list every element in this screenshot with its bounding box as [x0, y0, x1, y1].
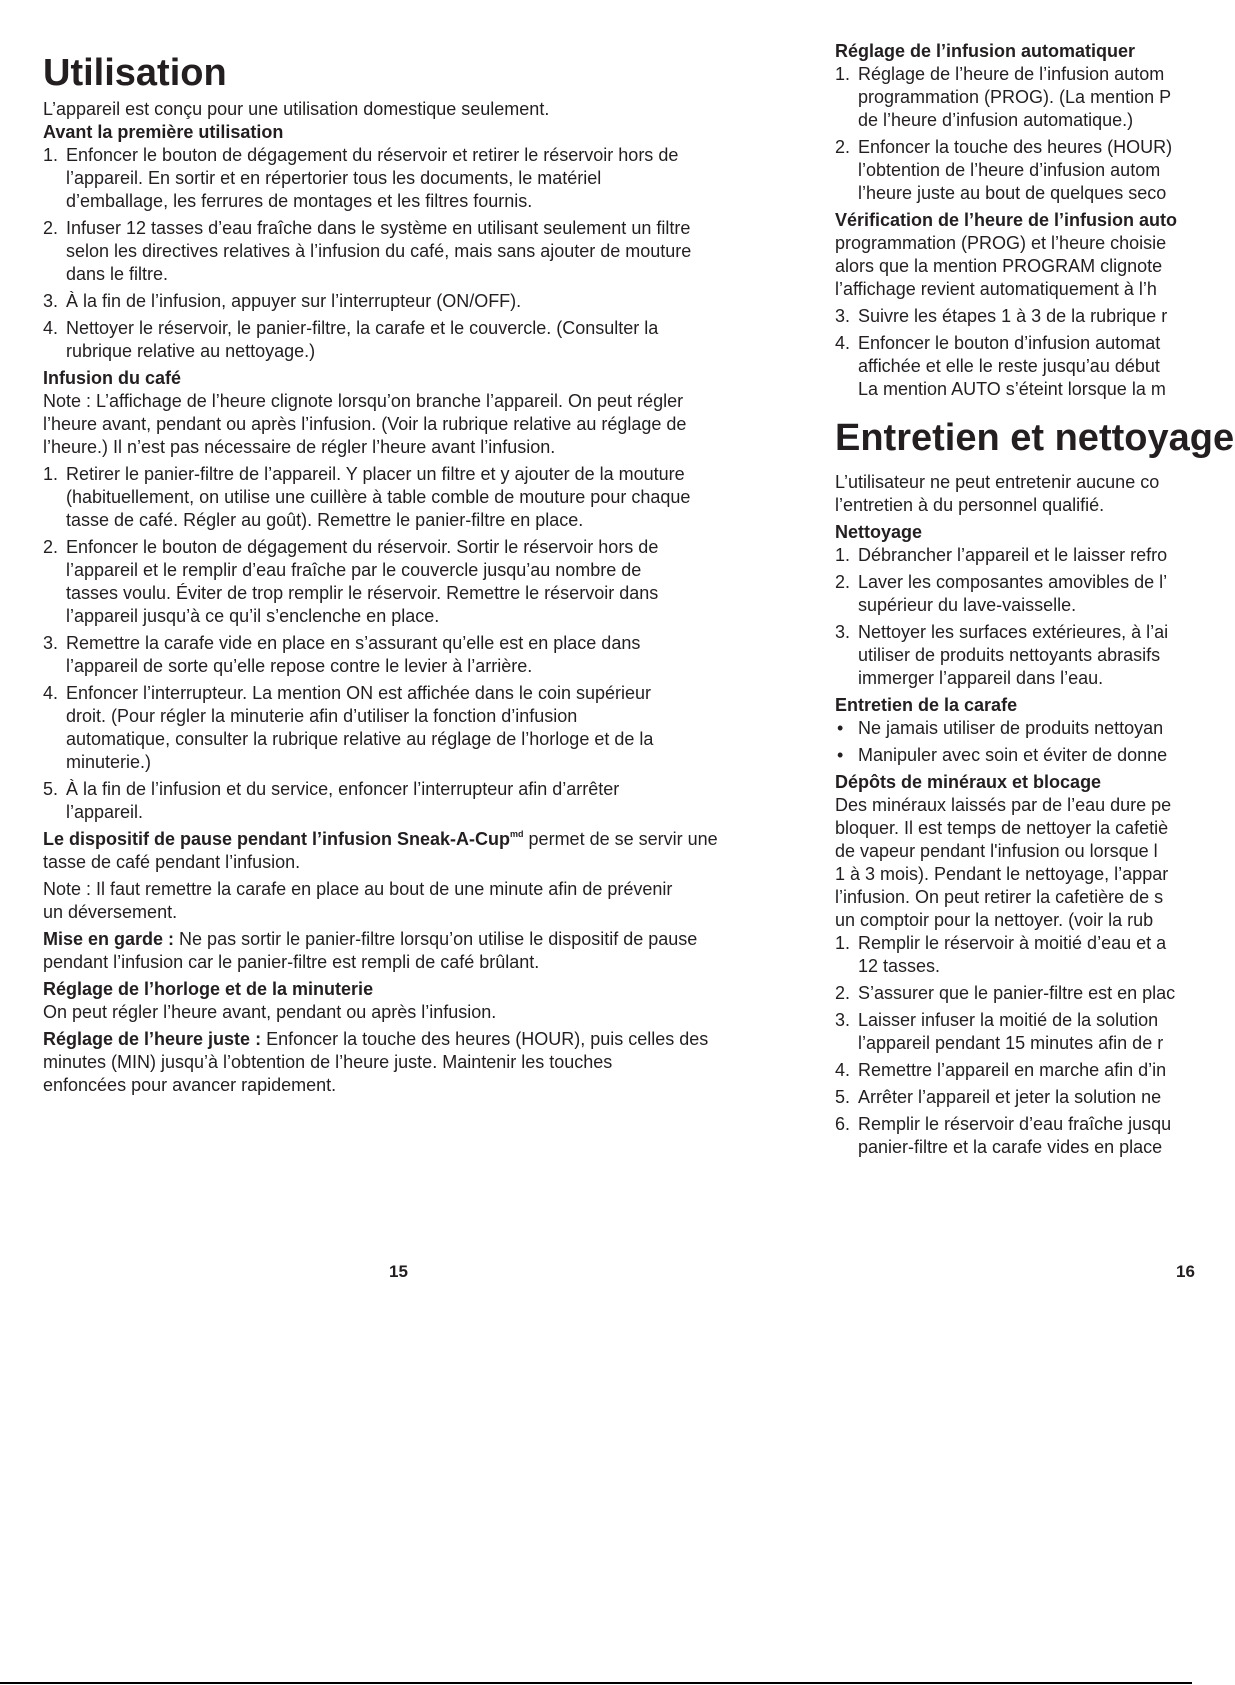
- bold-lead-text: Vérification de l’heure de l’infusion auto: [835, 210, 1178, 230]
- text-line: Laisser infuser la moitié de la solution: [858, 1010, 1159, 1030]
- text-line: programmation (PROG) et l’heure choisie: [835, 233, 1167, 253]
- list-number: 3.: [835, 306, 851, 326]
- numbered-list-item: [835, 305, 1235, 328]
- numbered-list-item: [835, 1086, 1235, 1109]
- paragraph: [43, 390, 783, 459]
- text-line: Dépôts de minéraux et blocage: [835, 772, 1102, 792]
- text-line: Réglage de l’horloge et de la minuterie: [43, 979, 374, 999]
- numbered-list-item: [43, 144, 783, 213]
- text-line: [43, 828, 783, 851]
- text-line: 1 à 3 mois). Pendant le nettoyage, l’appar: [835, 864, 1169, 884]
- list-number: 5.: [835, 1087, 851, 1107]
- right-page-column: [835, 40, 1235, 1159]
- paragraph: [43, 98, 783, 121]
- text-line: Infusion du café: [43, 368, 182, 388]
- text-line: de l’heure d’infusion automatique.): [858, 110, 1134, 130]
- text-line: Débrancher l’appareil et le laisser refro: [858, 545, 1168, 565]
- text-line: l’obtention de l’heure d’infusion autom: [858, 160, 1161, 180]
- numbered-list-item: [43, 682, 783, 774]
- paragraph: [43, 828, 783, 874]
- list-number: 4.: [835, 333, 851, 353]
- text-line: Enfoncer le bouton de dégagement du réservoir et retirer le réservoir hors de: [66, 145, 679, 165]
- text-line: bloquer. Il est temps de nettoyer la cafetiè: [835, 818, 1169, 838]
- list-number: 5.: [43, 779, 59, 799]
- text-line: Réglage de l’infusion automatiquer: [835, 41, 1136, 61]
- section-heading: [835, 694, 1235, 717]
- text-line: enfoncées pour avancer rapidement.: [43, 1075, 337, 1095]
- text-line: l’entretien à du personnel qualifié.: [835, 495, 1105, 515]
- left-page-column: [43, 50, 783, 1097]
- text-line: l’heure avant, pendant ou après l’infusion. (Voir la rubrique relative au réglage de: [43, 414, 687, 434]
- list-number: 2.: [835, 137, 851, 157]
- text-line: minutes (MIN) jusqu’à l’obtention de l’heure juste. Maintenir les touches: [43, 1052, 613, 1072]
- list-number: 6.: [835, 1114, 851, 1134]
- text-line: La mention AUTO s’éteint lorsque la m: [858, 379, 1166, 399]
- bullet-marker: •: [837, 718, 844, 738]
- section-heading: [835, 40, 1235, 63]
- text-line: Note : L’affichage de l’heure clignote lorsqu’on branche l’appareil. On peut régler: [43, 391, 684, 411]
- text-line: Enfoncer le bouton de dégagement du réservoir. Sortir le réservoir hors de: [66, 537, 659, 557]
- text-line: un déversement.: [43, 902, 178, 922]
- text-line: L’appareil est conçu pour une utilisation domestique seulement.: [43, 99, 550, 119]
- paragraph: [43, 928, 783, 974]
- text-line: rubrique relative au nettoyage.): [66, 341, 316, 361]
- text-line: l’appareil. En sortir et en répertorier tous les documents, le matériel: [66, 168, 602, 188]
- text-line: Utilisation: [43, 52, 227, 94]
- text-line: Laver les composantes amovibles de l’: [858, 572, 1168, 592]
- text-line: l’infusion. On peut retirer la cafetière de s: [835, 887, 1164, 907]
- numbered-list-item: [835, 332, 1235, 401]
- text-line: l’affichage revient automatiquement à l’h: [835, 279, 1157, 299]
- bullet-list-item: [835, 717, 1235, 740]
- text-line: selon les directives relatives à l’infusion du café, mais sans ajouter de mouture: [66, 241, 692, 261]
- text-line: l’heure.) Il n’est pas nécessaire de régler l’heure avant l’infusion.: [43, 437, 556, 457]
- text-line: d’emballage, les ferrures de montages et les filtres fournis.: [66, 191, 533, 211]
- text-line: l’appareil pendant 15 minutes afin de r: [858, 1033, 1164, 1053]
- page-number-left: 15: [389, 1262, 408, 1281]
- text-line: S’assurer que le panier-filtre est en plac: [858, 983, 1176, 1003]
- text-line: pendant l’infusion car le panier-filtre est rempli de café brûlant.: [43, 952, 540, 972]
- text-line: [835, 209, 1235, 232]
- list-number: 2.: [835, 983, 851, 1003]
- list-number: 3.: [835, 1010, 851, 1030]
- text-line: Enfoncer le bouton d’infusion automat: [858, 333, 1161, 353]
- list-number: 4.: [43, 683, 59, 703]
- text-line: Nettoyer les surfaces extérieures, à l’ai: [858, 622, 1169, 642]
- text-line: de vapeur pendant l'infusion ou lorsque l: [835, 841, 1158, 861]
- text-line: Manipuler avec soin et éviter de donne: [858, 745, 1168, 765]
- bullet-marker: •: [837, 745, 844, 765]
- text-line: Suivre les étapes 1 à 3 de la rubrique r: [858, 306, 1168, 326]
- text-line: dans le filtre.: [66, 264, 169, 284]
- numbered-list-item: [835, 1113, 1235, 1159]
- text-line: Infuser 12 tasses d’eau fraîche dans le système en utilisant seulement un filtre: [66, 218, 691, 238]
- numbered-list-item: [43, 536, 783, 628]
- bold-lead-text: Mise en garde :: [43, 929, 175, 949]
- numbered-list-item: [835, 932, 1235, 978]
- numbered-list-item: [43, 778, 783, 824]
- list-number: 4.: [43, 318, 59, 338]
- text-line: Enfoncer la touche des heures (HOUR): [858, 137, 1173, 157]
- paragraph: [835, 209, 1235, 301]
- list-number: 2.: [43, 537, 59, 557]
- paragraph: [835, 794, 1235, 932]
- section-heading: [835, 521, 1235, 544]
- numbered-list-item: [835, 982, 1235, 1005]
- list-number: 3.: [43, 633, 59, 653]
- paragraph: [43, 1028, 783, 1097]
- page-bottom-rule: [0, 1682, 1192, 1684]
- text-line: 12 tasses.: [858, 956, 941, 976]
- text-line: [43, 1028, 783, 1051]
- numbered-list-item: [835, 63, 1235, 132]
- text-line: supérieur du lave-vaisselle.: [858, 595, 1077, 615]
- text-line: l’appareil de sorte qu’elle repose contre le levier à l’arrière.: [66, 656, 533, 676]
- list-number: 3.: [835, 622, 851, 642]
- text-line: l’appareil jusqu’à ce qu’il s’enclenche en place.: [66, 606, 440, 626]
- text-line: Arrêter l’appareil et jeter la solution ne: [858, 1087, 1162, 1107]
- bullet-list-item: [835, 744, 1235, 767]
- text-line: minuterie.): [66, 752, 152, 772]
- trademark-superscript: md: [510, 829, 524, 839]
- text-line: Des minéraux laissés par de l’eau dure pe: [835, 795, 1172, 815]
- text-line: l’heure juste au bout de quelques seco: [858, 183, 1167, 203]
- text-line: Remplir le réservoir d’eau fraîche jusqu: [858, 1114, 1172, 1134]
- text-run: permet de se servir une: [523, 829, 718, 849]
- text-line: panier-filtre et la carafe vides en place: [858, 1137, 1163, 1157]
- text-line: Ne jamais utiliser de produits nettoyan: [858, 718, 1164, 738]
- section-title: [43, 50, 783, 96]
- text-line: tasse de café. Régler au goût). Remettre le panier-filtre en place.: [66, 510, 584, 530]
- list-number: 1.: [43, 145, 59, 165]
- text-line: Enfoncer l’interrupteur. La mention ON est affichée dans le coin supérieur: [66, 683, 651, 703]
- text-run: Enfoncer la touche des heures (HOUR), puis celles des: [261, 1029, 709, 1049]
- text-line: droit. (Pour régler la minuterie afin d’utiliser la fonction d’infusion: [66, 706, 578, 726]
- numbered-list-item: [43, 632, 783, 678]
- text-line: tasses voulu. Éviter de trop remplir le réservoir. Remettre le réservoir dans: [66, 583, 659, 603]
- text-line: Entretien de la carafe: [835, 695, 1018, 715]
- numbered-list-item: [835, 1059, 1235, 1082]
- section-title: [835, 415, 1235, 461]
- text-line: programmation (PROG). (La mention P: [858, 87, 1172, 107]
- section-heading: [43, 121, 783, 144]
- text-line: affichée et elle le reste jusqu’au début: [858, 356, 1160, 376]
- numbered-list-item: [835, 571, 1235, 617]
- text-line: l’appareil.: [66, 802, 144, 822]
- list-number: 1.: [43, 464, 59, 484]
- text-line: Note : Il faut remettre la carafe en place au bout de une minute afin de prévenir: [43, 879, 673, 899]
- list-number: 1.: [835, 64, 851, 84]
- numbered-list-item: [835, 1009, 1235, 1055]
- list-number: 2.: [835, 572, 851, 592]
- list-number: 4.: [835, 1060, 851, 1080]
- text-line: À la fin de l’infusion et du service, enfoncer l’interrupteur afin d’arrêter: [66, 779, 620, 799]
- bold-lead-text: Réglage de l’heure juste :: [43, 1029, 262, 1049]
- paragraph: [835, 471, 1235, 517]
- text-line: Remettre la carafe vide en place en s’assurant qu’elle est en place dans: [66, 633, 641, 653]
- text-run: Ne pas sortir le panier-filtre lorsqu’on utilise le dispositif de pause: [174, 929, 698, 949]
- text-line: On peut régler l’heure avant, pendant ou après l’infusion.: [43, 1002, 497, 1022]
- text-line: automatique, consulter la rubrique relative au réglage de l’horloge et de la: [66, 729, 654, 749]
- section-heading: [43, 978, 783, 1001]
- text-line: Entretien et nettoyage: [835, 417, 1235, 459]
- paragraph: [43, 1001, 783, 1024]
- numbered-list-item: [43, 290, 783, 313]
- text-line: L’utilisateur ne peut entretenir aucune co: [835, 472, 1160, 492]
- numbered-list-item: [835, 621, 1235, 690]
- list-number: 1.: [835, 545, 851, 565]
- list-number: 3.: [43, 291, 59, 311]
- page-number-right: 16: [1176, 1262, 1195, 1281]
- text-line: Nettoyage: [835, 522, 923, 542]
- text-line: Retirer le panier-filtre de l’appareil. Y placer un filtre et y ajouter de la mouture: [66, 464, 685, 484]
- numbered-list-item: [43, 217, 783, 286]
- text-line: immerger l’appareil dans l’eau.: [858, 668, 1104, 688]
- text-line: Réglage de l’heure de l’infusion autom: [858, 64, 1165, 84]
- text-line: Remplir le réservoir à moitié d’eau et a: [858, 933, 1167, 953]
- list-number: 2.: [43, 218, 59, 238]
- text-line: l’appareil et le remplir d’eau fraîche par le couvercle jusqu’au nombre de: [66, 560, 642, 580]
- text-line: alors que la mention PROGRAM clignote: [835, 256, 1163, 276]
- numbered-list-item: [43, 317, 783, 363]
- paragraph: [43, 878, 783, 924]
- list-number: 1.: [835, 933, 851, 953]
- numbered-list-item: [835, 544, 1235, 567]
- text-line: Nettoyer le réservoir, le panier-filtre, la carafe et le couvercle. (Consulter la: [66, 318, 659, 338]
- numbered-list-item: [43, 463, 783, 532]
- text-line: [43, 928, 783, 951]
- numbered-list-item: [835, 136, 1235, 205]
- section-heading: [835, 771, 1235, 794]
- section-heading: [43, 367, 783, 390]
- text-line: Remettre l’appareil en marche afin d’in: [858, 1060, 1167, 1080]
- text-line: un comptoir pour la nettoyer. (voir la rub: [835, 910, 1154, 930]
- text-line: Avant la première utilisation: [43, 122, 284, 142]
- text-line: (habituellement, on utilise une cuillère à table comble de mouture pour chaque: [66, 487, 691, 507]
- text-line: À la fin de l’infusion, appuyer sur l’interrupteur (ON/OFF).: [66, 291, 522, 311]
- text-line: utiliser de produits nettoyants abrasifs: [858, 645, 1161, 665]
- bold-lead-text: Le dispositif de pause pendant l’infusion Sneak-A-Cup: [43, 829, 511, 849]
- text-line: tasse de café pendant l’infusion.: [43, 852, 301, 872]
